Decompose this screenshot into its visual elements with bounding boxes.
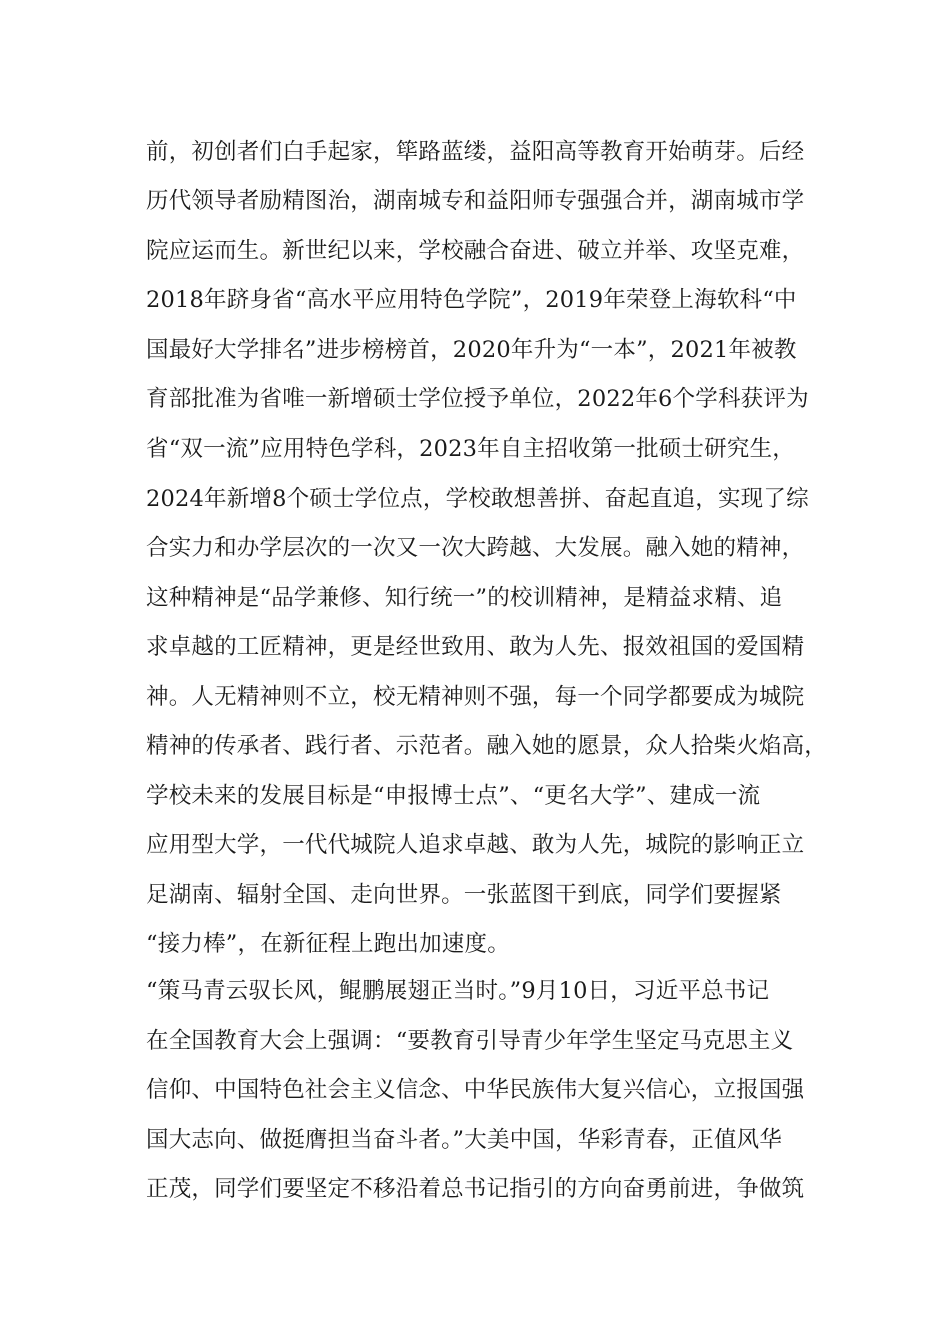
text-line: 信仰、中国特色社会主义信念、中华民族伟大复兴信心，立报国强 — [146, 1077, 805, 1103]
text-line: 历代领导者励精图治，湖南城专和益阳师专强强合并，湖南城市学 — [146, 188, 805, 214]
text-line: 2024年新增8个硕士学位点，学校敢想善拼、奋起直追，实现了综 — [146, 486, 809, 512]
text-line: 精神的传承者、践行者、示范者。融入她的愿景，众人拾柴火焰高， — [146, 733, 828, 759]
text-line: 国大志向、做挺膺担当奋斗者。”大美中国，华彩青春，正值风华 — [146, 1127, 783, 1153]
text-line: 院应运而生。新世纪以来，学校融合奋进、破立并举、攻坚克难， — [146, 238, 805, 264]
text-line: 神。人无精神则不立，校无精神则不强，每一个同学都要成为城院 — [146, 684, 805, 710]
text-line: 前，初创者们白手起家，筚路蓝缕，益阳高等教育开始萌芽。后经 — [146, 139, 805, 165]
text-line: 正茂，同学们要坚定不移沿着总书记指引的方向奋勇前进，争做筑 — [146, 1176, 805, 1202]
text-line: 国最好大学排名”进步榜榜首，2020年升为“一本”，2021年被教 — [146, 337, 797, 363]
text-line: “策马青云驭长风，鲲鹏展翅正当时。”9月10日，习近平总书记 — [146, 978, 770, 1004]
text-line: 足湖南、辐射全国、走向世界。一张蓝图干到底，同学们要握紧 — [146, 882, 782, 908]
text-line: 2018年跻身省“高水平应用特色学院”，2019年荣登上海软科“中 — [146, 287, 797, 313]
text-line: 这种精神是“品学兼修、知行统一”的校训精神，是精益求精、追 — [146, 585, 783, 611]
text-line: 学校未来的发展目标是“申报博士点”、“更名大学”、建成一流 — [146, 783, 761, 809]
text-line: 求卓越的工匠精神，更是经世致用、敢为人先、报效祖国的爱国精 — [146, 634, 805, 660]
text-line: 合实力和办学层次的一次又一次大跨越、大发展。融入她的精神， — [146, 535, 805, 561]
text-line: 育部批准为省唯一新增硕士学位授予单位，2022年6个学科获评为 — [146, 386, 809, 412]
text-line: 应用型大学，一代代城院人追求卓越、敢为人先，城院的影响正立 — [146, 832, 805, 858]
text-line: 在全国教育大会上强调：“要教育引导青少年学生坚定马克思主义 — [146, 1028, 794, 1054]
text-line: 省“双一流”应用特色学科，2023年自主招收第一批硕士研究生， — [146, 436, 795, 462]
text-line: “接力棒”，在新征程上跑出加速度。 — [146, 931, 510, 957]
